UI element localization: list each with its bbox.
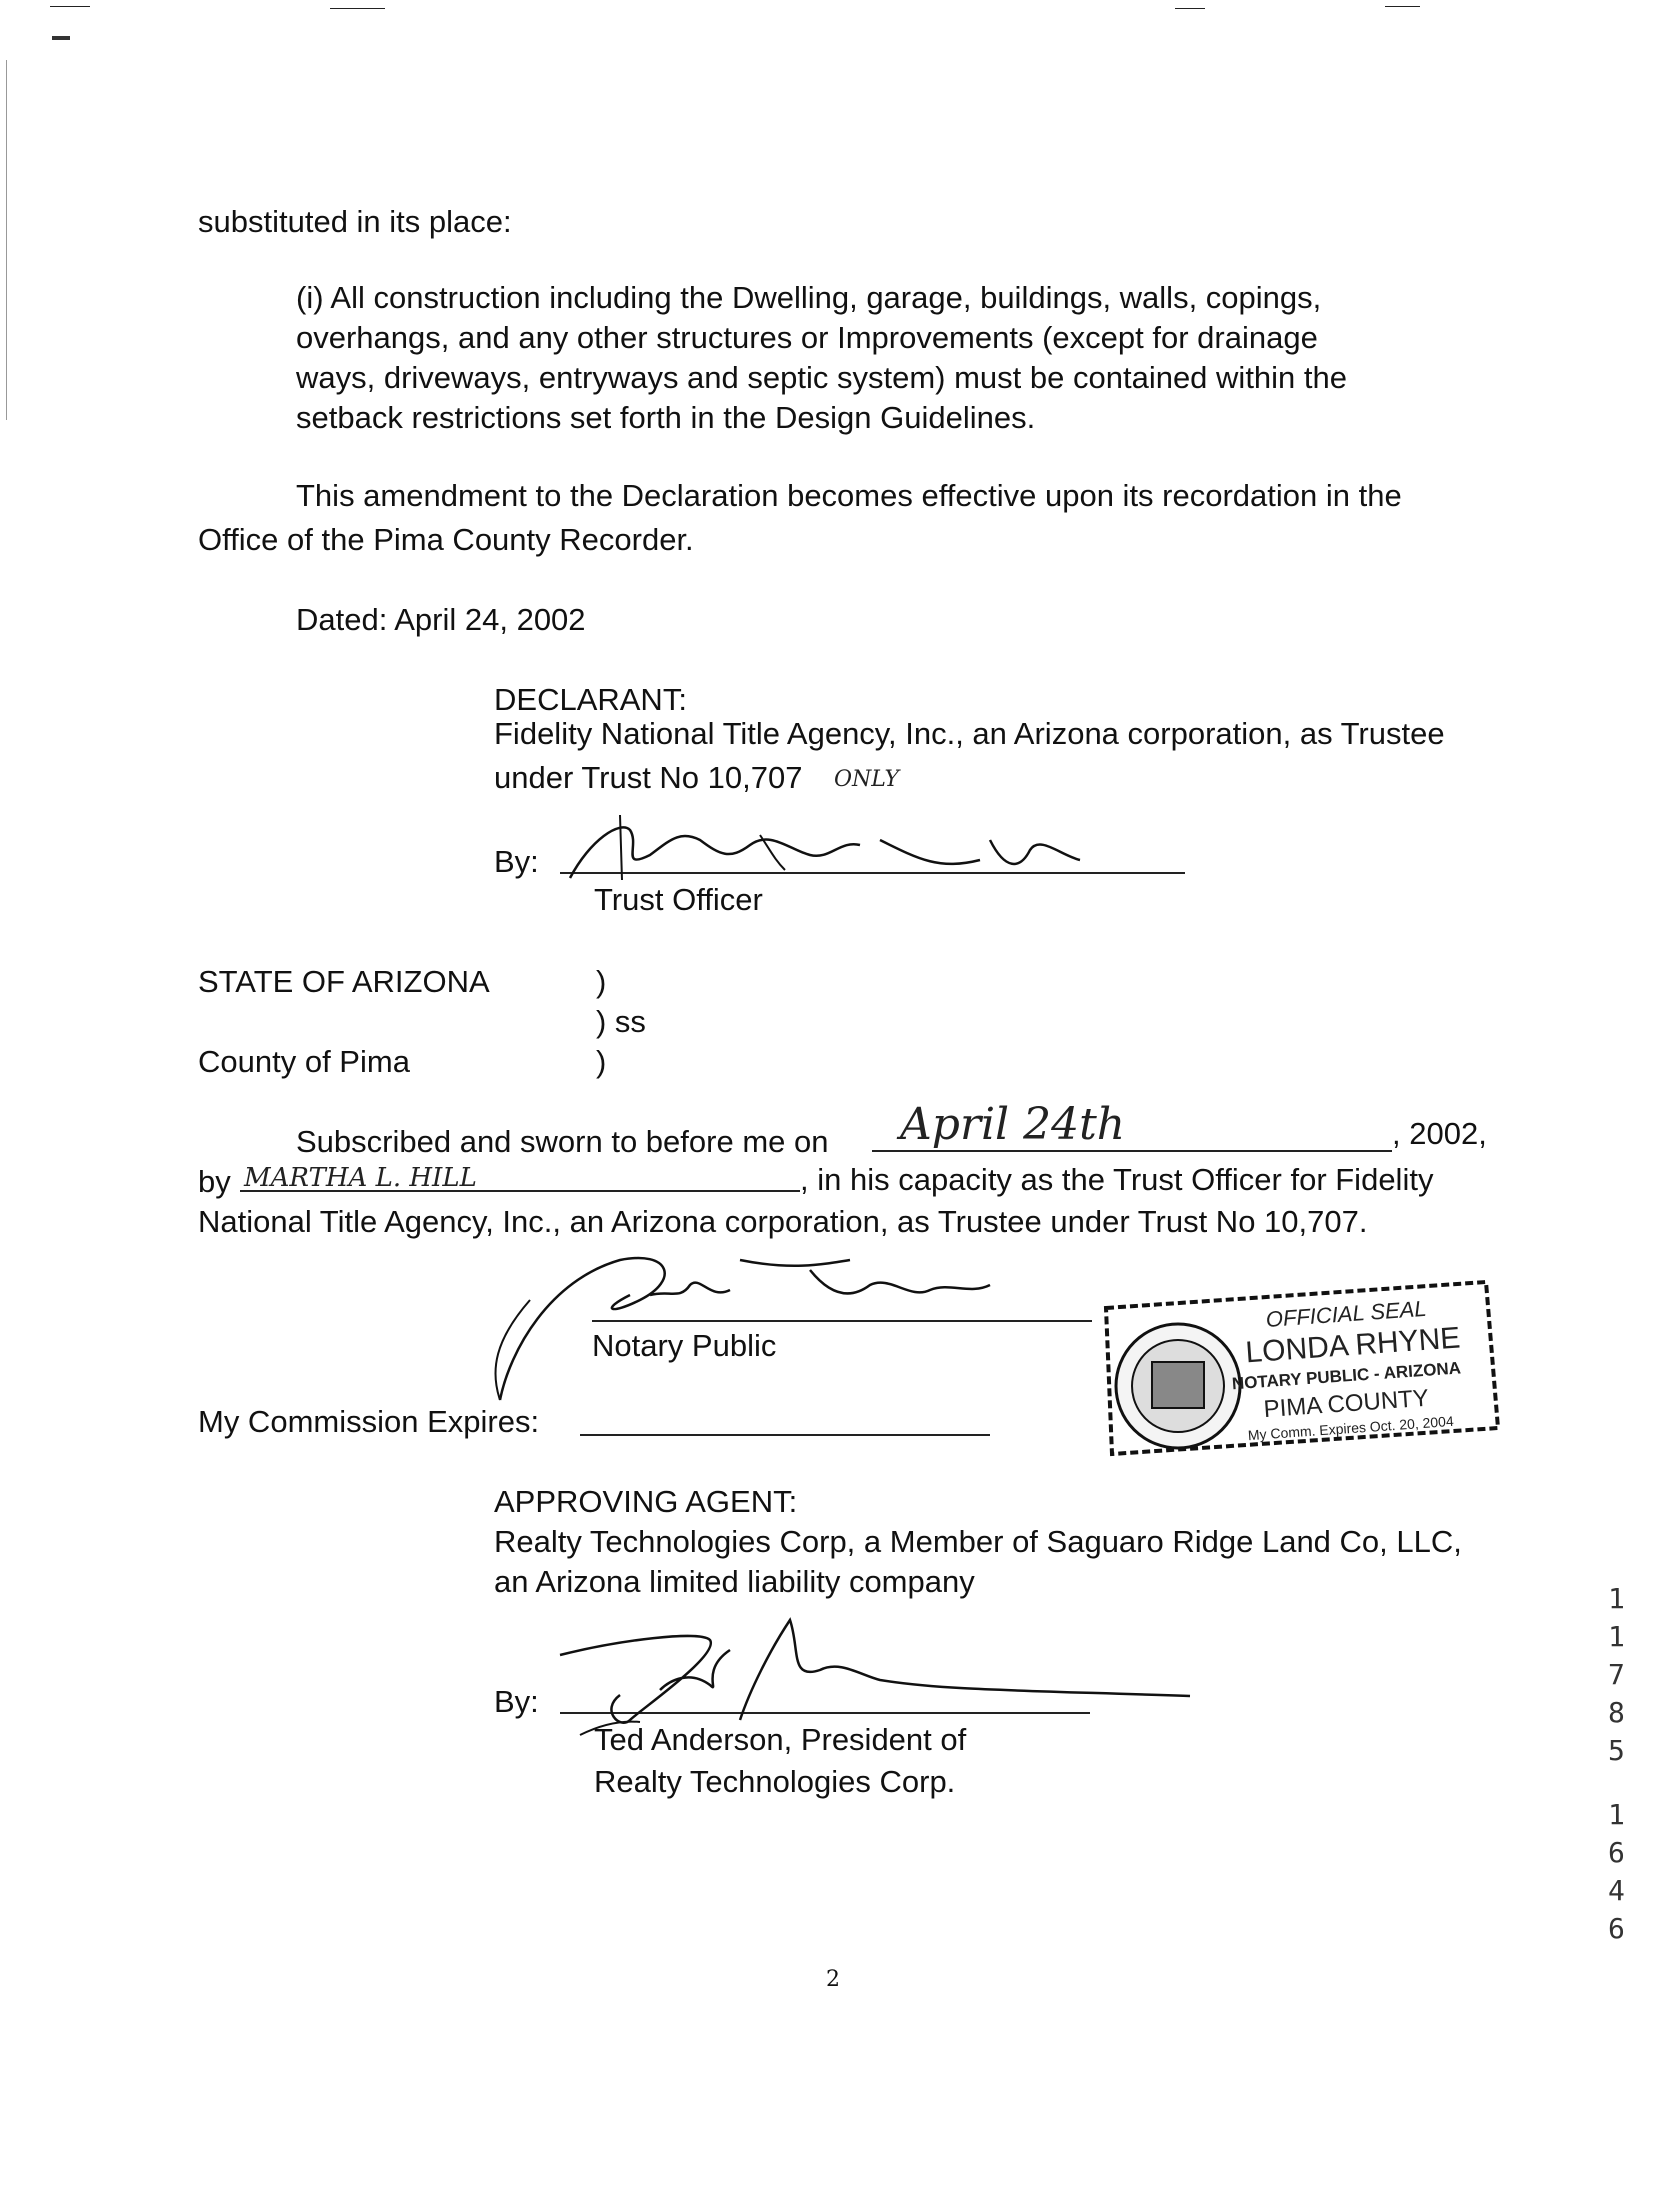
scan-artifact-mark — [6, 60, 7, 420]
scan-artifact-line — [1385, 6, 1420, 7]
approving-heading: APPROVING AGENT: — [494, 1484, 798, 1519]
notary-signature — [470, 1240, 1110, 1410]
date-handwritten: April 24th — [900, 1099, 1126, 1150]
declarant-by-label: By: — [494, 844, 539, 879]
venue-ss: ) ss — [596, 1004, 646, 1039]
scan-artifact-line — [50, 6, 90, 7]
clause-line-4: setback restrictions set forth in the Design Guidelines. — [296, 400, 1036, 435]
approving-line-2: an Arizona limited liability company — [494, 1564, 975, 1599]
venue-paren-3: ) — [596, 1044, 607, 1079]
approving-by-label: By: — [494, 1684, 539, 1719]
scan-artifact-line — [1175, 8, 1205, 9]
recording-stamp-part-1: 11785 — [1608, 1582, 1625, 1767]
clause-line-1: (i) All construction including the Dwelling, garage, buildings, walls, copings, — [296, 280, 1322, 315]
subscribed-text: Subscribed and sworn to before me on — [296, 1124, 829, 1159]
declarant-handwritten-note: ONLY — [834, 767, 900, 792]
intro-line: substituted in its place: — [198, 204, 512, 239]
subscribed-year: , 2002, — [1392, 1116, 1487, 1151]
approving-line-1: Realty Technologies Corp, a Member of Saguaro Ridge Land Co, LLC, — [494, 1524, 1462, 1559]
dated-line: Dated: April 24, 2002 — [296, 602, 586, 637]
notary-seal-stamp — [1086, 1268, 1506, 1458]
declarant-line-1: Fidelity National Title Agency, Inc., an Arizona corporation, as Trustee — [494, 716, 1445, 751]
capacity-text: , in his capacity as the Trust Officer for Fidelity — [800, 1162, 1434, 1197]
name-handwritten: MARTHA L. HILL — [244, 1163, 477, 1193]
notary-public-label: Notary Public — [592, 1328, 777, 1363]
seal-line-5: My Comm. Expires Oct. 20, 2004 — [1247, 1412, 1455, 1444]
scan-artifact-mark — [52, 36, 70, 40]
declarant-line-2: under Trust No 10,707 — [494, 760, 803, 795]
venue-state: STATE OF ARIZONA — [198, 964, 490, 999]
scan-artifact-line — [330, 8, 385, 9]
seal-line-1: OFFICIAL SEAL — [1264, 1295, 1428, 1332]
clause-line-2: overhangs, and any other structures or Improvements (except for drainage — [296, 320, 1318, 355]
approving-company: Realty Technologies Corp. — [594, 1764, 956, 1799]
commission-blank-line — [580, 1434, 990, 1436]
venue-county: County of Pima — [198, 1044, 410, 1079]
clause-line-3: ways, driveways, entryways and septic system) must be contained within the — [296, 360, 1348, 395]
seal-line-2: LONDA RHYNE — [1244, 1321, 1462, 1370]
amendment-line-2: Office of the Pima County Recorder. — [198, 522, 694, 557]
recording-stamp-part-2: 1646 — [1608, 1798, 1625, 1945]
approving-signer: Ted Anderson, President of — [594, 1722, 967, 1757]
venue-paren-1: ) — [596, 964, 607, 999]
date-blank-line — [872, 1150, 1392, 1152]
commission-label: My Commission Expires: — [198, 1404, 540, 1439]
declarant-signature — [560, 800, 1120, 890]
notary-line-3: National Title Agency, Inc., an Arizona corporation, as Trustee under Trust No 10,707. — [198, 1204, 1368, 1239]
declarant-title: Trust Officer — [594, 882, 763, 917]
seal-line-4: PIMA COUNTY — [1262, 1384, 1430, 1424]
declarant-heading: DECLARANT: — [494, 682, 687, 717]
seal-line-3: NOTARY PUBLIC - ARIZONA — [1231, 1358, 1462, 1394]
amendment-line-1: This amendment to the Declaration becomes effective upon its recordation in the — [296, 478, 1402, 513]
by-label: by — [198, 1164, 231, 1199]
page-number: 2 — [826, 1967, 840, 1992]
